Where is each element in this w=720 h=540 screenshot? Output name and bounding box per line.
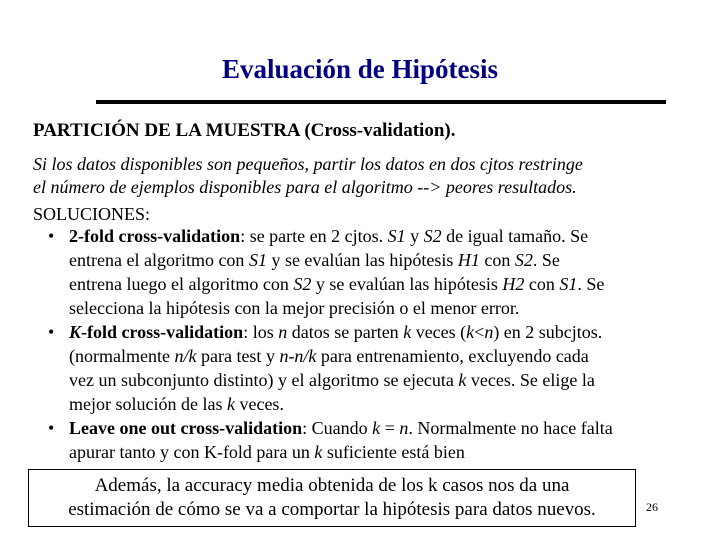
text-run: S2 [423,226,442,246]
text-run: (normalmente [69,346,175,366]
footer-line: Además, la accuracy media obtenida de los k casos nos da una [94,475,570,496]
title-underline [96,100,666,104]
text-run: k [226,394,235,414]
intro-line: el número de ejemplos disponibles para el algoritmo --> peores resultados. [33,177,577,197]
text-run: = [380,418,400,438]
list-item [48,224,688,320]
list-item-line [69,272,688,296]
text-run: H1 [457,250,480,270]
text-run: veces. Se elige la [466,370,595,390]
text-run: datos se parten [287,322,404,342]
list-item [48,320,688,416]
text-run: entrena el algoritmo con [69,250,249,270]
bullet-icon: • [48,226,55,246]
text-run: apurar tanto y con K-fold para un [69,442,315,462]
text-run: H2 [502,274,525,294]
list-item [48,416,688,464]
solutions-list [48,224,688,464]
section-heading: PARTICIÓN DE LA MUESTRA (Cross-validation). [33,120,456,141]
text-run: n/k [174,346,197,366]
text-run: entrena luego el algoritmo con [69,274,294,294]
text-run: S1 [248,250,267,270]
text-run: n [399,418,409,438]
intro-line: Si los datos disponibles son pequeños, partir los datos en dos cjtos restringe [33,154,583,174]
list-item-line [69,416,688,440]
text-run: : se parte en 2 cjtos. [240,226,388,246]
bullet-icon: • [48,322,55,342]
bullet-icon: • [48,418,55,438]
text-run: n-n/k [279,346,317,366]
text-run: S2 [514,250,533,270]
intro-paragraph [33,153,693,199]
list-item-line [69,248,688,272]
text-run: para entrenamiento, excluyendo cada [316,346,589,366]
text-run: mejor solución de las [69,394,227,414]
text-run: suficiente está bien [322,442,465,462]
text-run: k [403,322,412,342]
list-item-line [69,368,688,392]
text-run: con [524,274,560,294]
text-run: K [69,322,82,342]
text-run: k [466,322,475,342]
list-item-line [69,344,688,368]
text-run: < [474,322,485,342]
text-run: y [405,226,424,246]
page-title: Evaluación de Hipótesis [221,54,499,84]
footer-line: estimación de cómo se va a comportar la hipótesis para datos nuevos. [68,499,596,520]
text-run: . Se [577,274,605,294]
text-run: selecciona la hipótesis con la mejor precisión o el menor error. [69,298,520,318]
text-run: vez un subconjunto distinto) y el algoritmo se ejecuta [69,370,459,390]
text-run: : Cuando [302,418,373,438]
list-item-line [69,296,688,320]
text-run: de igual tamaño. Se [441,226,589,246]
text-run: S2 [293,274,312,294]
text-run: Leave one out cross-validation [69,418,303,438]
soluciones-label: SOLUCIONES: [33,204,151,224]
page-number: 26 [646,500,658,514]
text-run: veces. [234,394,284,414]
list-item-line [69,392,688,416]
text-run: n [484,322,494,342]
list-item-line [69,440,688,464]
text-run: . Se [532,250,560,270]
text-run: y se evalúan las hipótesis [311,274,503,294]
text-run: con [479,250,515,270]
text-run: S1 [559,274,578,294]
text-run: n [278,322,288,342]
text-run: k [314,442,323,462]
text-run: 2-fold cross-validation [69,226,241,246]
text-run: y se evalúan las hipótesis [266,250,458,270]
list-item-line [69,224,688,248]
text-run: para test y [196,346,280,366]
list-item-line [69,320,688,344]
text-run: : los [243,322,279,342]
footer-box [28,469,636,527]
text-run: -fold cross-validation [81,322,244,342]
text-run: S1 [387,226,406,246]
text-run: veces ( [411,322,467,342]
text-run: k [458,370,467,390]
text-run: k [372,418,381,438]
text-run: . Normalmente no hace falta [408,418,613,438]
text-run: ) en 2 subcjtos. [493,322,603,342]
